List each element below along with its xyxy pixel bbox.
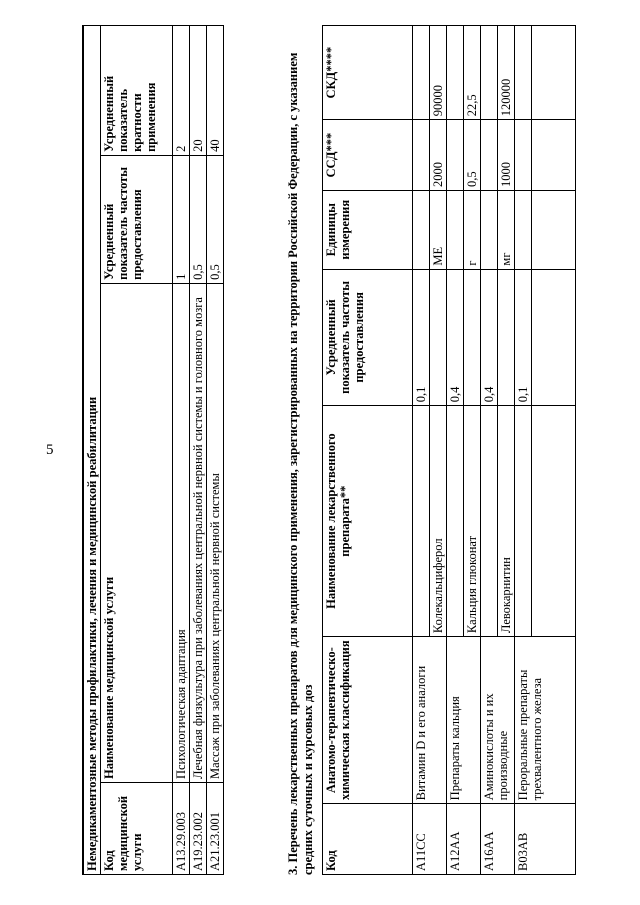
cell: A21.23.001 bbox=[207, 783, 224, 875]
cell: 2000 bbox=[430, 120, 447, 191]
table2-header-frequency: Усредненный показатель частоты предоставления bbox=[323, 269, 413, 406]
table-row bbox=[447, 26, 464, 875]
cell: A19.23.002 bbox=[190, 783, 207, 875]
cell: 1000 bbox=[498, 120, 515, 191]
cell: 0,5 bbox=[190, 155, 207, 283]
cell: Препараты кальция bbox=[447, 637, 481, 804]
cell: 90000 bbox=[430, 26, 447, 120]
section-3-heading: 3. Перечень лекарственных препаратов для медицинского применения, зарегистрированных на территории Российской Федерации, с указанием средних суточных и курсовых доз bbox=[286, 52, 315, 875]
table2-header-ssd: ССД*** bbox=[323, 120, 413, 191]
cell: A11CC bbox=[413, 804, 447, 875]
table1-header-multiplicity: Усредненный показатель кратности применения bbox=[101, 26, 173, 156]
table1-header-frequency: Усредненный показатель частоты предоставления bbox=[101, 155, 173, 283]
table1-header-name: Наименование медицинской услуги bbox=[101, 283, 173, 782]
cell: 1 bbox=[173, 155, 190, 283]
cell: Левокарнитин bbox=[498, 406, 515, 637]
page-number: 5 bbox=[46, 442, 54, 458]
cell: Пероральные препараты трехвалентного железа bbox=[515, 637, 576, 804]
cell: МЕ bbox=[430, 190, 447, 269]
table-row bbox=[515, 26, 532, 875]
table1-title: Немедикаментозные методы профилактики, лечения и медицинской реабилитации bbox=[83, 26, 101, 875]
cell: Колекальциферол bbox=[430, 406, 447, 637]
nonmedical-methods-table bbox=[82, 25, 224, 875]
table2-header-code: Код bbox=[323, 804, 413, 875]
cell bbox=[532, 26, 576, 120]
rotated-page bbox=[62, 25, 622, 875]
drugs-table bbox=[322, 25, 576, 875]
cell: 40 bbox=[207, 26, 224, 156]
cell bbox=[532, 120, 576, 191]
table2-header-drug: Наименование лекарственного препарата** bbox=[323, 406, 413, 637]
cell: Кальция глюконат bbox=[464, 406, 481, 637]
cell: 22,5 bbox=[464, 26, 481, 120]
cell: Лечебная физкультура при заболеваниях центральной нервной системы и головного мозга bbox=[190, 283, 207, 782]
cell: A16AA bbox=[481, 804, 515, 875]
cell: Витамин D и его аналоги bbox=[413, 637, 447, 804]
cell: A13.29.003 bbox=[173, 783, 190, 875]
cell: B03AB bbox=[515, 804, 576, 875]
cell: 0,5 bbox=[207, 155, 224, 283]
cell: Аминокислоты и их производные bbox=[481, 637, 515, 804]
table-row bbox=[190, 26, 207, 875]
table-row bbox=[413, 26, 430, 875]
table-row bbox=[481, 26, 498, 875]
cell: Психологическая адаптация bbox=[173, 283, 190, 782]
cell: 0,1 bbox=[515, 269, 532, 406]
table2-header-skd: СКД**** bbox=[323, 26, 413, 120]
cell: 0,1 bbox=[413, 269, 430, 406]
table-row bbox=[207, 26, 224, 875]
cell bbox=[532, 190, 576, 269]
cell: 0,5 bbox=[464, 120, 481, 191]
cell bbox=[532, 406, 576, 637]
table1-header-code: Код медицинской услуги bbox=[101, 783, 173, 875]
cell: 20 bbox=[190, 26, 207, 156]
cell: 0,4 bbox=[447, 269, 464, 406]
cell: A12AA bbox=[447, 804, 481, 875]
cell: Массаж при заболеваниях центральной нервной системы bbox=[207, 283, 224, 782]
table-row bbox=[173, 26, 190, 875]
cell: мг bbox=[498, 190, 515, 269]
cell: 2 bbox=[173, 26, 190, 156]
cell: 120000 bbox=[498, 26, 515, 120]
cell: 0,4 bbox=[481, 269, 498, 406]
cell: г bbox=[464, 190, 481, 269]
table2-header-unit: Единицы измерения bbox=[323, 190, 413, 269]
table2-header-atc: Анатомо-терапевтическо-химическая классификация bbox=[323, 637, 413, 804]
